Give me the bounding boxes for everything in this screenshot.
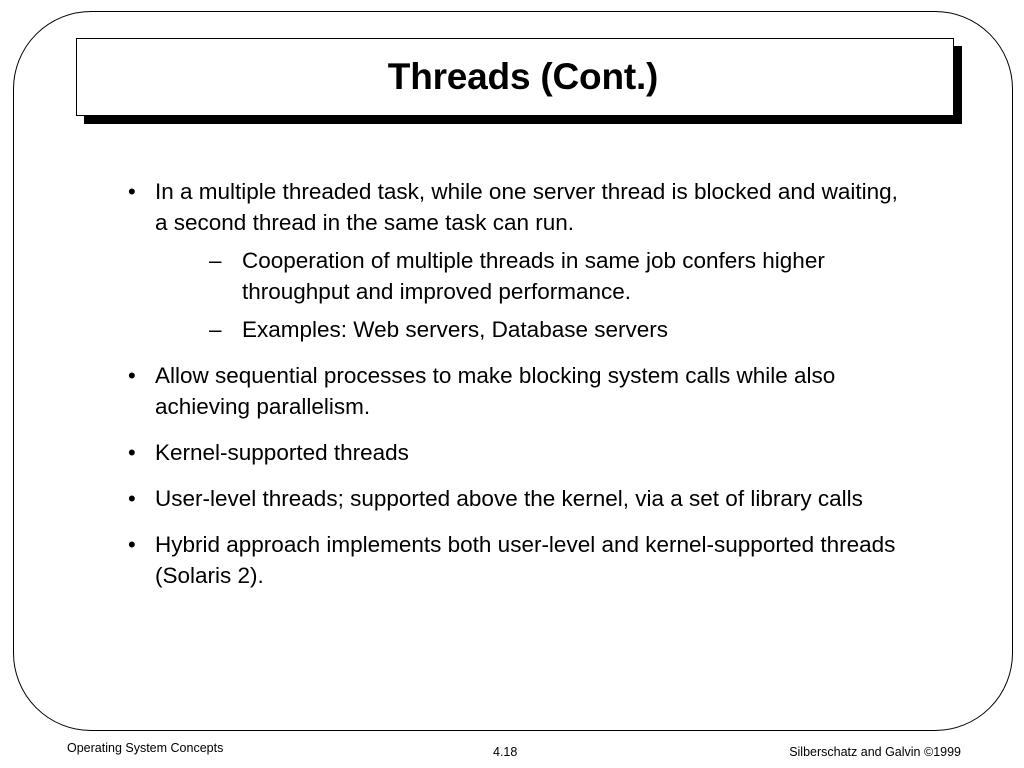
sub-bullet-item: [155, 314, 906, 345]
bullet-text: User-level threads; supported above the kernel, via a set of library calls: [155, 486, 863, 511]
bullet-item: [126, 483, 906, 514]
sub-bullet-item: [155, 245, 906, 307]
dash-icon: –: [209, 248, 222, 273]
slide-content: [126, 176, 906, 606]
bullet-item: [126, 437, 906, 468]
footer-page-number: 4.18: [493, 745, 518, 759]
bullet-dot-icon: •: [128, 363, 136, 388]
footer-course-title: Operating System Concepts: [67, 741, 224, 755]
title-box: [76, 38, 954, 116]
bullet-text: Allow sequential processes to make blocking system calls while also achieving parallelism.: [155, 363, 836, 419]
bullet-text: In a multiple threaded task, while one server thread is blocked and waiting, a second thread in the same task can run.: [155, 179, 898, 235]
bullet-item: [126, 176, 906, 345]
dash-icon: –: [209, 317, 222, 342]
sub-bullet-text: Examples: Web servers, Database servers: [242, 317, 668, 342]
bullet-item: [126, 360, 906, 422]
bullet-text: Kernel-supported threads: [155, 440, 409, 465]
bullet-dot-icon: •: [128, 532, 136, 557]
bullet-dot-icon: •: [128, 486, 136, 511]
bullet-dot-icon: •: [128, 440, 136, 465]
bullet-text: Hybrid approach implements both user-level and kernel-supported threads (Solaris 2).: [155, 532, 896, 588]
bullet-item: [126, 529, 906, 591]
sub-bullet-text: Cooperation of multiple threads in same job confers higher throughput and improved performance.: [242, 248, 825, 304]
slide-title: Threads (Cont.): [387, 56, 659, 97]
footer-copyright: Silberschatz and Galvin ©1999: [789, 745, 961, 759]
bullet-dot-icon: •: [128, 179, 136, 204]
